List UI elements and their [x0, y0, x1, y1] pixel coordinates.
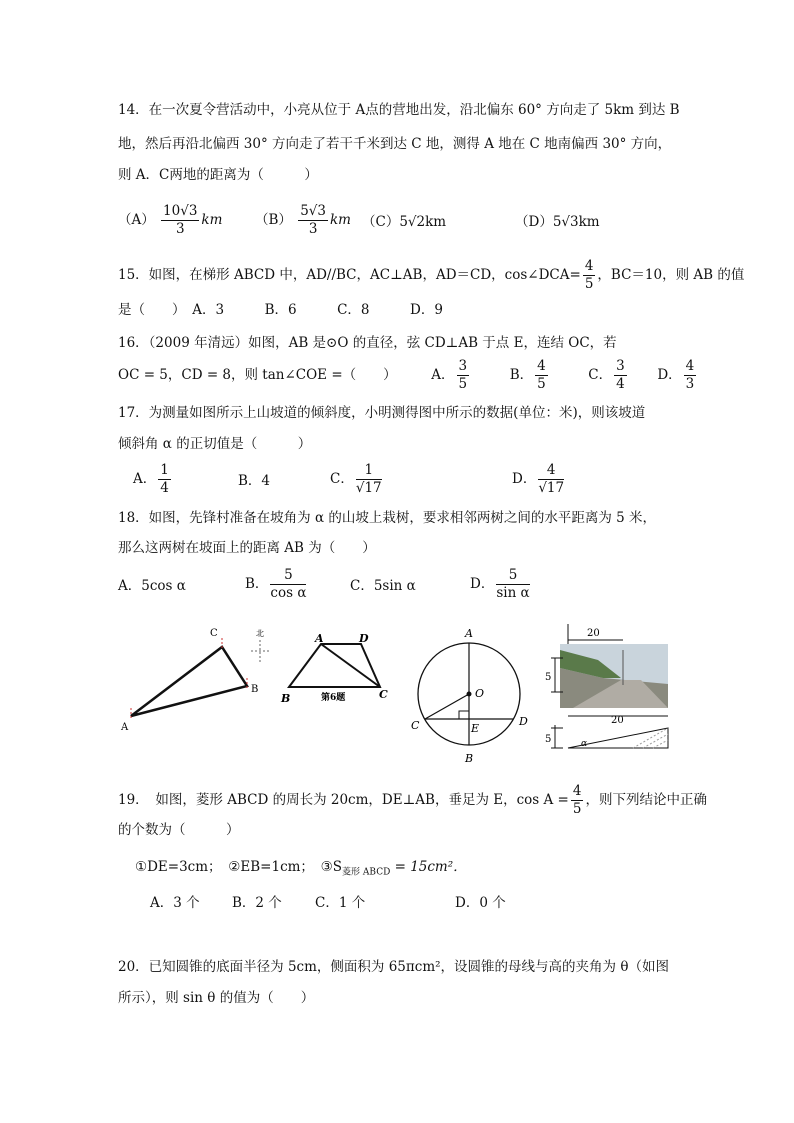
q14-option-c: （C）5√2km: [362, 214, 447, 230]
label-b: B: [251, 684, 259, 695]
svg-text:C: C: [411, 719, 420, 732]
svg-text:D: D: [519, 715, 528, 728]
q20-line2: 所示），则 sin θ 的值为（ ）: [118, 990, 315, 1006]
q14-line1: 14．在一次夏令营活动中，小亮从位于 A点的营地出发，沿北偏东 60° 方向走了 5km 到达 B: [118, 102, 680, 118]
q18-option-c: C．5sin α: [350, 578, 416, 594]
q17-option-b: B．4: [238, 473, 271, 489]
q14-option-b: （B） $\frac{5√3}{3}$ km: [255, 203, 351, 237]
figure-trapezoid: [275, 628, 395, 708]
q14-line3: 则 A．C两地的距离为（ ）: [118, 167, 318, 183]
q18-line2: 那么这两树在坡面上的距离 AB 为（ ）: [118, 540, 376, 556]
q19-option-d: D．0 个: [455, 895, 506, 911]
q17-option-d: D． $\frac{4}{√17}$: [512, 462, 565, 496]
figure-slope: [543, 620, 673, 755]
q18-option-a: A．5cos α: [118, 578, 186, 594]
q18-option-d: D． $\frac{5}{\text{sin α}}$: [470, 567, 530, 601]
q14-option-d: （D）5√3km: [515, 214, 600, 230]
q17-line1: 17．为测量如图所示上山坡道的倾斜度，小明测得图中所示的数据(单位：米)，则该坡道: [118, 405, 646, 421]
label-a: A: [121, 722, 129, 733]
svg-text:20: 20: [587, 628, 600, 639]
q17-line2: 倾斜角 α 的正切值是（ ）: [118, 436, 312, 452]
q16-line2: OC = 5，CD = 8，则 tan∠COE =（ ） A． $\frac{3}{5}$ B． $\frac{4}{5}$ C． $\frac{3}{4}$ D． $\frac{4}{3}$: [118, 358, 695, 392]
svg-text:O: O: [475, 687, 485, 700]
svg-text:D: D: [359, 632, 369, 645]
svg-text:5: 5: [545, 734, 552, 745]
q19-option-c: C．1 个: [315, 895, 366, 911]
triangle-abc: [131, 647, 247, 716]
svg-text:A: A: [315, 632, 324, 645]
q19-line3: ①DE=3cm； ②EB=1cm； $③S_{菱形 ABCD} = 15cm^2$．: [135, 859, 467, 878]
q19-line1: 19． 如图，菱形 ABCD 的周长为 20cm，DE⊥AB，垂足为 E，cos A = $\frac{4}{5}$ ，则下列结论中正确: [118, 783, 707, 817]
label-c: C: [210, 628, 218, 639]
q17-option-a: A． $\frac{1}{4}$: [133, 462, 169, 496]
svg-text:20: 20: [611, 715, 624, 726]
q14-line2: 地，然后再沿北偏西 30° 方向走了若干千米到达 C 地，测得 A 地在 C 地南偏西 30° 方向，: [118, 136, 672, 152]
q19-line2: 的个数为（ ）: [118, 822, 240, 838]
q19-option-a: A．3 个: [150, 895, 200, 911]
north-label: 北: [256, 629, 264, 638]
q16-line1: 16．（2009 年清远）如图，AB 是⊙O 的直径，弦 CD⊥AB 于点 E，连结 OC，若: [118, 335, 617, 351]
figure-direction-triangle: [115, 620, 275, 740]
svg-text:B: B: [465, 752, 474, 765]
q19-option-b: B．2 个: [232, 895, 282, 911]
q18-line1: 18．如图，先锋村准备在坡角为 α 的山坡上栽树，要求相邻两树之间的水平距离为 5 米，: [118, 510, 657, 526]
svg-text:α: α: [581, 739, 588, 749]
svg-text:E: E: [471, 722, 480, 735]
q15-line1: 15．如图，在梯形 ABCD 中，AD//BC，AC⊥AB，AD＝CD，cos∠DCA= $\frac{4}{5}$ ，BC＝10，则 AB 的值: [118, 258, 745, 292]
svg-text:5: 5: [545, 672, 552, 683]
q14-option-a: （A） $\frac{10√3}{3}$ km: [118, 203, 223, 237]
svg-text:C: C: [379, 688, 388, 701]
q18-option-b: B． $\frac{5}{\text{cos α}}$: [245, 567, 307, 601]
svg-text:B: B: [281, 692, 291, 705]
q20-line1: 20．已知圆锥的底面半径为 5cm，侧面积为 65πcm²，设圆锥的母线与高的夹角为 θ（如图: [118, 959, 669, 975]
svg-text:A: A: [465, 627, 473, 640]
q15-line2: 是（ ） A．3 B．6 C．8 D．9: [118, 302, 443, 318]
q17-option-c: C． $\frac{1}{√17}$: [330, 462, 382, 496]
figure-caption: 第6题: [321, 693, 346, 703]
figure-circle: [405, 625, 535, 765]
